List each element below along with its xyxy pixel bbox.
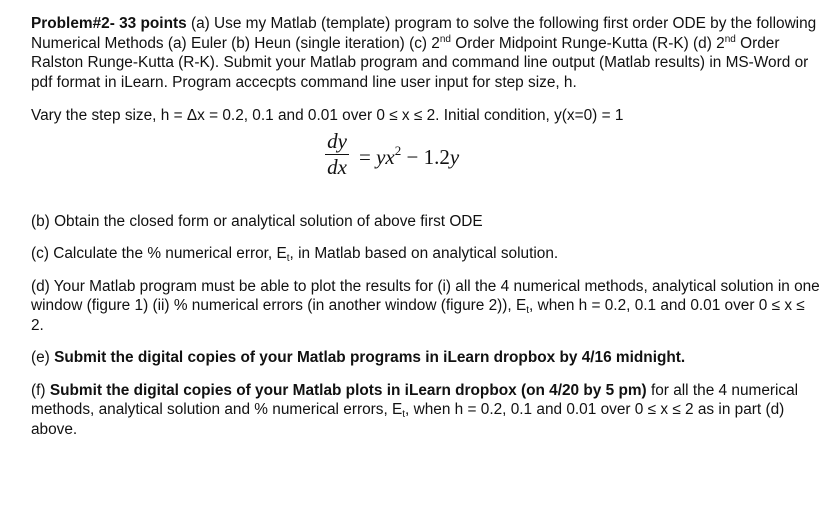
fraction-numerator: dy: [327, 128, 347, 153]
step-size-instruction: Vary the step size, h = Δx = 0.2, 0.1 and 0.01 over 0 ≤ x ≤ 2. Initial condition, y(x=0) = 1: [31, 107, 624, 124]
term-yx: yx: [376, 144, 395, 169]
part-c-text: (c) Calculate the % numerical error, E: [31, 245, 287, 262]
subscript-t: t: [402, 409, 406, 420]
subscript-t: t: [526, 305, 530, 316]
equation-right-side: [359, 142, 460, 169]
equals-sign: =: [359, 144, 377, 169]
intro-text-a: (a) Use my Matlab (template) program to solve the following first order ODE by the following Numerical Methods (a) Euler (b) Heun (single iteration) (c) 2: [31, 15, 817, 52]
problem-intro: [31, 14, 821, 92]
part-b: (b) Obtain the closed form or analytical solution of above first ODE: [31, 212, 483, 230]
superscript-nd: nd: [724, 33, 736, 45]
fraction-denominator: dx: [327, 154, 347, 179]
subscript-t: t: [286, 253, 290, 264]
part-f-text: for all the 4 numerical methods, analytical solution and % numerical errors, E: [31, 381, 799, 418]
intro-text-b: Order Midpoint Runge-Kutta (R-K) (d) 2: [450, 34, 725, 52]
part-d-text-end: , when h = 0.2, 0.1 and 0.01 over 0 ≤ x ≤ 2.: [31, 297, 805, 334]
part-d-text: (d) Your Matlab program must be able to plot the results for (i) all the 4 numerical methods, analytical solution in one window (figure 1) (ii) % numerical errors (in another window (figure 2)), E: [31, 277, 820, 314]
part-f-label: (f): [31, 381, 50, 399]
part-d: [31, 277, 821, 336]
part-e-label: (e): [31, 349, 55, 366]
problem-heading: Problem#2- 33 points: [31, 15, 187, 32]
ode-equation: [31, 130, 821, 200]
intro-text-c: Order Ralston Runge-Kutta (R-K). Submit your Matlab program and command line output (Matlab results) in MS-Word or pdf format in iLearn. Program accecpts command line user input for step size, h.: [31, 34, 809, 91]
part-e-bold-text: Submit the digital copies of your Matlab programs in iLearn dropbox by 4/16 midnight.: [54, 349, 686, 366]
part-c: [31, 244, 821, 264]
part-e: [31, 348, 821, 368]
part-f-text-end: , when h = 0.2, 0.1 and 0.01 over 0 ≤ x ≤ 2 as in part (d) above.: [31, 401, 785, 438]
superscript-nd: nd: [439, 33, 451, 45]
term-y: y: [449, 144, 460, 169]
part-c-text-end: , in Matlab based on analytical solution.: [289, 245, 559, 262]
exponent: 2: [394, 142, 402, 158]
part-f-bold-text: Submit the digital copies of your Matlab plots in iLearn dropbox (on 4/20 by 5 pm): [49, 381, 647, 399]
problem-document: [31, 14, 821, 452]
derivative-fraction: [325, 130, 349, 178]
term-rest: − 1.2: [401, 144, 450, 169]
part-f: [31, 381, 821, 440]
